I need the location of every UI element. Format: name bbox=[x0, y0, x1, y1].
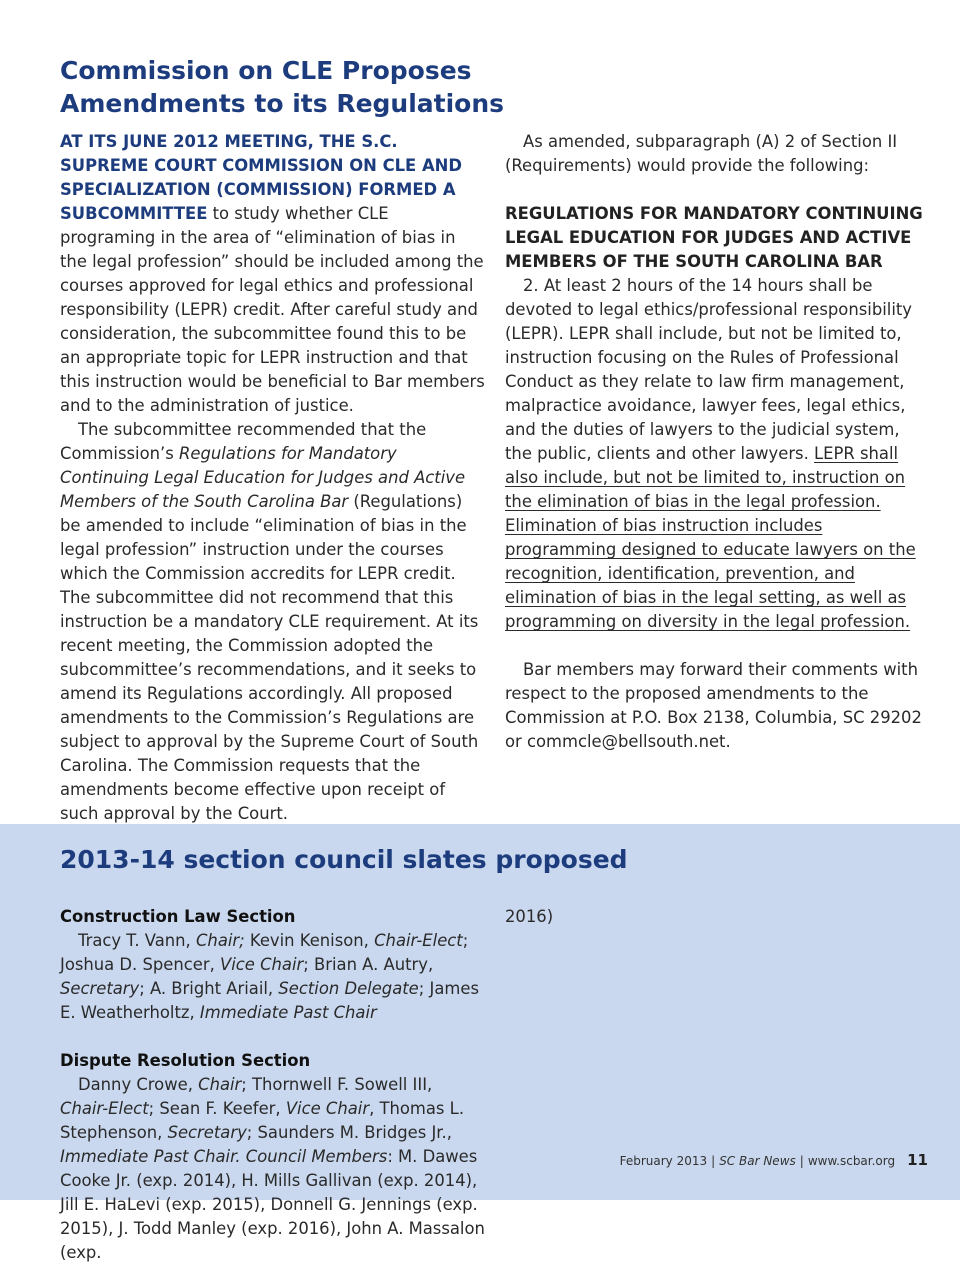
slate-text-run: Tracy T. Vann, bbox=[78, 931, 196, 950]
regulations-heading: REGULATIONS FOR MANDATORY CONTINUING LEGAL EDUCATION FOR JUDGES AND ACTIVE MEMBERS OF THE SOUTH CAROLINA BAR bbox=[505, 204, 923, 271]
page-number: 11 bbox=[907, 1151, 928, 1169]
article-lead-in: AT ITS JUNE 2012 MEETING, THE S.C. SUPREME COURT COMMISSION ON CLE AND SPECIALIZATION (COMMISSION) FORMED A SUBCOMMITTEE bbox=[60, 132, 462, 223]
footer-separator-2: | bbox=[799, 1154, 804, 1168]
slates-column-right bbox=[505, 905, 930, 929]
article-paragraph-2 bbox=[60, 418, 485, 826]
slate-text-run: Chair bbox=[198, 1075, 242, 1094]
slate-text-run: ; A. Bright Ariail, bbox=[139, 979, 279, 998]
slate-text-run: Secretary bbox=[167, 1123, 247, 1142]
article-paragraph-1 bbox=[60, 130, 485, 418]
slate-text-run: : M. Dawes Cooke Jr. (exp. 2014), H. Mills Gallivan (exp. 2014), Jill E. HaLevi (exp. 2015), Donnell G. Jennings (exp. 2015), J. Todd Manley (exp. 2016), John A. Massalon (exp. bbox=[60, 1147, 485, 1262]
slate-text-run: , Thomas L. Stephenson, bbox=[60, 1099, 465, 1142]
dispute-resolution-slate-continued bbox=[505, 905, 930, 929]
regulations-title-italic: Regulations for Mandatory Continuing Legal Education for Judges and Active Members of the South Carolina Bar bbox=[60, 444, 466, 511]
slate-text-run: Immediate Past Chair. Council Members bbox=[60, 1147, 388, 1166]
construction-law-slate bbox=[60, 929, 485, 1025]
slate-text-run: ; Sean F. Keefer, bbox=[148, 1099, 286, 1118]
regulations-text bbox=[505, 274, 925, 634]
slate-text-run: Chair-Elect bbox=[374, 931, 463, 950]
slate-text-run: ; Saunders M. Bridges Jr., bbox=[246, 1123, 452, 1142]
slate-text-run: ; Brian A. Autry, bbox=[303, 955, 434, 974]
slate-text-run: Kevin Kenison, bbox=[244, 931, 375, 950]
slate-text-run: ; Thornwell F. Sowell III, bbox=[241, 1075, 433, 1094]
footer-publication: SC Bar News bbox=[719, 1154, 796, 1168]
footer-date: February 2013 bbox=[619, 1154, 708, 1168]
article-paragraph-1-text: to study whether CLE programing in the area of “elimination of bias in the legal profession” should be included among the courses approved for legal ethics and professional responsibility (LEPR) credit. After careful study and consideration, the subcommittee found this to be an appropriate topic for LEPR instruction and that this instruction would be beneficial to Bar members and to the administration of justice. bbox=[60, 204, 485, 415]
regulations-text-existing: 2. At least 2 hours of the 14 hours shall be devoted to legal ethics/professional responsibility (LEPR). LEPR shall include, but not be limited to, instruction focusing on the Rules of Professional Conduct as they relate to law firm management, malpractice avoidance, lawyer fees, legal ethics, and the duties of lawyers to the judicial system, the public, clients and other lawyers. bbox=[505, 276, 913, 463]
slates-column-left bbox=[60, 905, 485, 1265]
slates-title: 2013-14 section council slates proposed bbox=[60, 845, 628, 874]
slate-text-run: 2016) bbox=[505, 907, 554, 926]
article-title: Commission on CLE Proposes Amendments to its Regulations bbox=[60, 56, 505, 118]
article-column-right bbox=[505, 130, 925, 754]
slate-text-run: Chair; bbox=[195, 931, 245, 950]
slate-text-run: Immediate Past Chair bbox=[199, 1003, 377, 1022]
regulations-text-proposed-addition: LEPR shall also include, but not be limited to, instruction on the elimination of bias in the legal profession. Elimination of bias instruction includes programming designed to educate lawyers on the recognition, identification, prevention, and elimination of bias in the legal setting, as well as programming on diversity in the legal profession. bbox=[505, 444, 916, 631]
slate-text-run: Chair-Elect bbox=[60, 1099, 149, 1118]
slate-text-run: Secretary bbox=[60, 979, 140, 998]
article-paragraph-3: As amended, subparagraph (A) 2 of Section II (Requirements) would provide the following: bbox=[505, 132, 898, 175]
slate-text-run: Vice Chair bbox=[285, 1099, 370, 1118]
page-footer bbox=[620, 1151, 928, 1169]
slate-text-run: ; James E. Weatherholtz, bbox=[60, 979, 479, 1022]
dispute-resolution-heading: Dispute Resolution Section bbox=[60, 1051, 311, 1070]
dispute-resolution-slate bbox=[60, 1073, 485, 1265]
footer-url[interactable]: www.scbar.org bbox=[807, 1154, 896, 1168]
slate-text-run: ; Joshua D. Spencer, bbox=[60, 931, 469, 974]
slate-text-run: Danny Crowe, bbox=[78, 1075, 199, 1094]
footer-separator: | bbox=[711, 1154, 716, 1168]
construction-law-heading: Construction Law Section bbox=[60, 907, 296, 926]
slate-text-run: Vice Chair bbox=[220, 955, 304, 974]
article-closing-paragraph: Bar members may forward their comments with respect to the proposed amendments to the Commission at P.O. Box 2138, Columbia, SC 29202 or commcle@bellsouth.net. bbox=[505, 660, 922, 751]
article-paragraph-2-text-a: The subcommittee recommended that the Commission’s bbox=[60, 420, 427, 463]
slate-text-run: Section Delegate bbox=[278, 979, 419, 998]
article-column-left bbox=[60, 130, 485, 826]
article-paragraph-2-text-b: (Regulations) be amended to include “elimination of bias in the legal profession” instruction under the courses which the Commission accredits for LEPR credit. The subcommittee did not recommend that this instruction be a mandatory CLE requirement. At its recent meeting, the Commission adopted the subcommittee’s recommendations, and it seeks to amend its Regulations accordingly. All proposed amendments to the Commission’s Regulations are subject to approval by the Supreme Court of South Carolina. The Commission requests that the amendments become effective upon receipt of such approval by the Court. bbox=[60, 492, 479, 823]
